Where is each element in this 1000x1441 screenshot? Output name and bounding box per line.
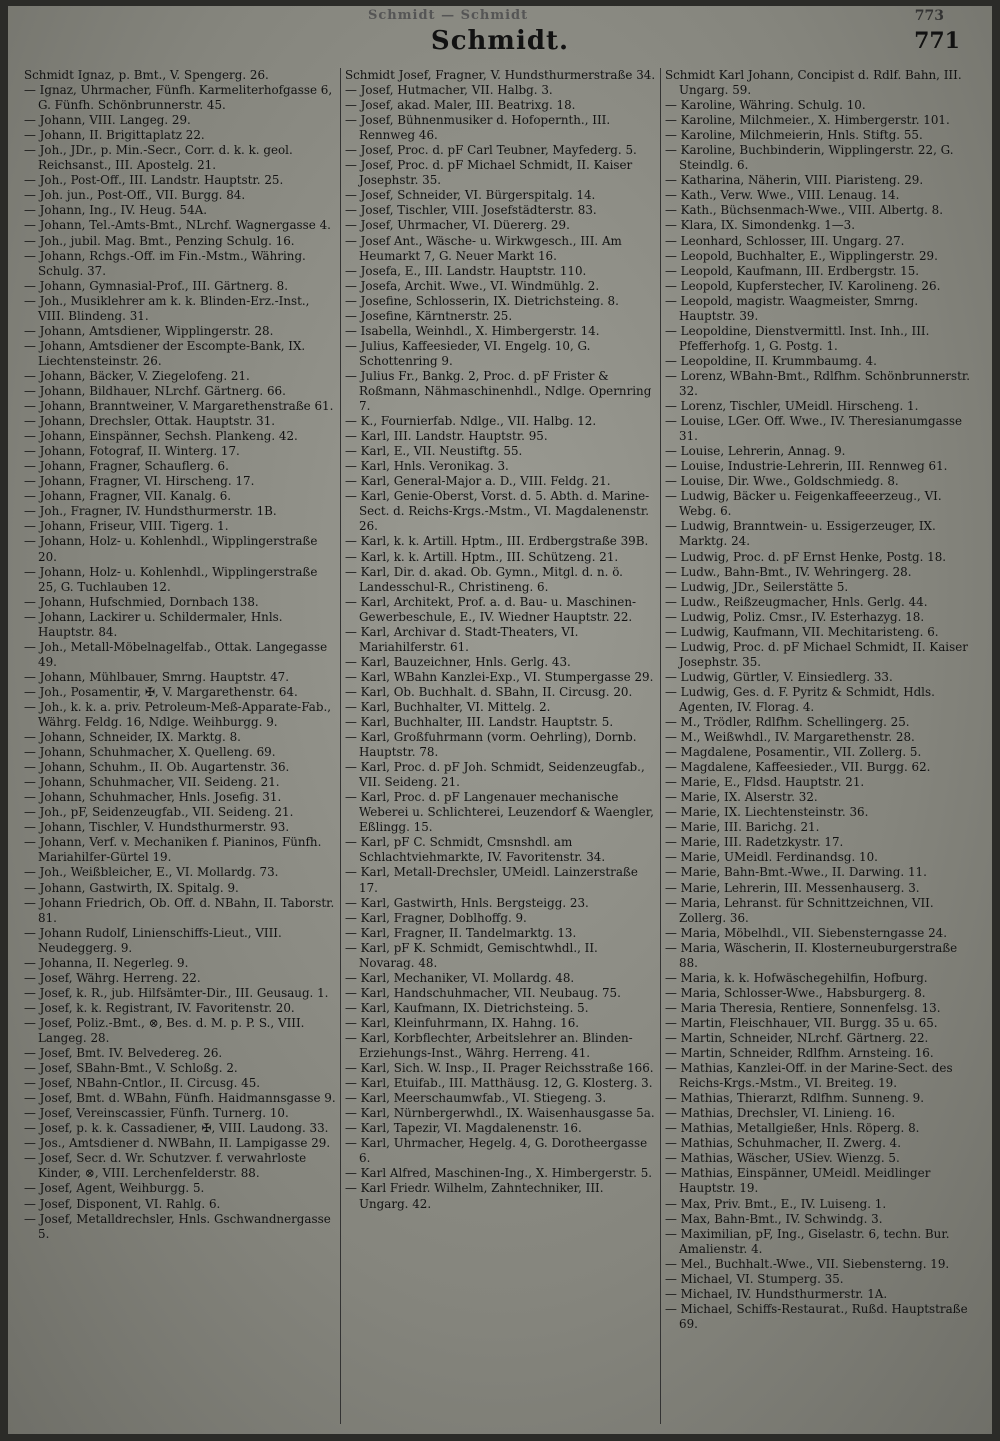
directory-entry: — Lorenz, WBahn-Bmt., Rdlfhm. Schönbrunnerstr. 32. bbox=[665, 368, 971, 398]
directory-entry: — Josef, Proc. d. pF Michael Schmidt, II. Kaiser Josephstr. 35. bbox=[345, 158, 633, 188]
directory-entry: — Josef, p. k. k. Cassadiener, ✠, VIII. Laudong. 33. bbox=[24, 1121, 329, 1136]
directory-entry: — Josef, akad. Maler, III. Beatrixg. 18. bbox=[345, 98, 576, 113]
directory-entry: — Marie, E., Fldsd. Hauptstr. 21. bbox=[665, 775, 865, 790]
directory-entry: — Maria, Lehranst. für Schnittzeichnen, VII. Zollerg. 36. bbox=[665, 895, 934, 925]
column-2 bbox=[340, 68, 660, 1424]
directory-entry: — Johann, Verf. v. Mechaniken f. Pianinos, Fünfh. Mariahilfer-Gürtel 19. bbox=[24, 835, 322, 865]
directory-entry: — Karl, Fragner, Doblhoffg. 9. bbox=[345, 910, 527, 925]
directory-entry: — Johann, Gymnasial-Prof., III. Gärtnerg. 8. bbox=[24, 278, 289, 293]
directory-entry: — Marie, IX. Alserstr. 32. bbox=[665, 790, 818, 805]
directory-entry: — Josef, Disponent, VI. Rahlg. 6. bbox=[24, 1196, 221, 1211]
directory-entry: — Karl, Uhrmacher, Hegelg. 4, G. Dorotheergasse 6. bbox=[345, 1136, 648, 1166]
directory-entry: — Karl, Großfuhrmann (vorm. Oehrling), Dornb. Hauptstr. 78. bbox=[345, 730, 637, 760]
directory-entry: Schmidt Josef, Fragner, V. Hundsthurmerstraße 34. bbox=[345, 68, 656, 82]
directory-entry: — Karl, Archivar d. Stadt-Theaters, VI. Mariahilferstr. 61. bbox=[345, 624, 579, 654]
directory-entry: — Josef, Uhrmacher, VI. Düererg. 29. bbox=[345, 218, 570, 233]
directory-entry: — Michael, Schiffs-Restaurat., Rußd. Hauptstraße 69. bbox=[665, 1301, 968, 1331]
directory-entry: — K., Fournierfab. Ndlge., VII. Halbg. 12. bbox=[345, 414, 597, 429]
directory-entry: — Leopold, Kaufmann, III. Erdbergstr. 15. bbox=[665, 263, 920, 278]
directory-entry: — Johann, Holz- u. Kohlenhdl., Wipplingerstraße 25, G. Tuchlauben 12. bbox=[24, 564, 318, 594]
directory-entry: — Kath., Büchsenmach-Wwe., VIII. Albertg. 8. bbox=[665, 203, 944, 218]
directory-entry: — Johann, Fragner, Schauflerg. 6. bbox=[24, 459, 229, 474]
directory-entry: — Johann, Tel.-Amts-Bmt., NLrchf. Wagnergasse 4. bbox=[24, 218, 331, 233]
directory-entry: — Maria, Wäscherin, II. Klosterneuburgerstraße 88. bbox=[665, 940, 958, 970]
directory-entry: — Johann, Hufschmied, Dornbach 138. bbox=[24, 594, 259, 609]
directory-entry: — Michael, VI. Stumperg. 35. bbox=[665, 1271, 844, 1286]
directory-entry: — Karl, Mechaniker, VI. Mollardg. 48. bbox=[345, 970, 575, 985]
directory-entry: — Ludwig, Proc. d. pF Michael Schmidt, II. Kaiser Josephstr. 35. bbox=[665, 639, 968, 669]
directory-entry: — Johann, Tischler, V. Hundsthurmerstr. 93. bbox=[24, 820, 290, 835]
directory-entry: — Josefa, E., III. Landstr. Hauptstr. 110. bbox=[345, 263, 587, 278]
directory-entry: — Karl, Korbflechter, Arbeitslehrer an. Blinden-Erziehungs-Inst., Währg. Herreng. 41. bbox=[345, 1031, 633, 1061]
directory-entry: — Ludwig, Proc. d. pF Ernst Henke, Postg. 18. bbox=[665, 549, 947, 564]
directory-entry: — Ludwig, Kaufmann, VII. Mechitaristeng. 6. bbox=[665, 624, 939, 639]
directory-entry: — Karl, Gastwirth, Hnls. Bergsteigg. 23. bbox=[345, 895, 589, 910]
directory-entry: — Karoline, Währing. Schulg. 10. bbox=[665, 98, 866, 113]
directory-entry: — Joh., Weißbleicher, E., VI. Mollardg. 73. bbox=[24, 865, 279, 880]
directory-entry: — Josef, Metalldrechsler, Hnls. Gschwandnergasse 5. bbox=[24, 1211, 331, 1241]
directory-entry: — Maria Theresia, Rentiere, Sonnenfelsg. 13. bbox=[665, 1000, 941, 1015]
directory-entry: — Karl, Ob. Buchhalt. d. SBahn, II. Circusg. 20. bbox=[345, 684, 633, 699]
directory-entry: — Leopold, Buchhalter, E., Wipplingerstr. 29. bbox=[665, 248, 938, 263]
directory-entry: — Josef, k. k. Registrant, IV. Favoritenstr. 20. bbox=[24, 1000, 295, 1015]
directory-entry: — M., Trödler, Rdlfhm. Schellingerg. 25. bbox=[665, 715, 910, 730]
directory-entry: — Leopoldine, Dienstvermittl. Inst. Inh., III. Pfefferhofg. 1, G. Postg. 1. bbox=[665, 323, 930, 353]
directory-entry: — Josef, SBahn-Bmt., V. Schloßg. 2. bbox=[24, 1061, 238, 1076]
directory-entry: — Josef Ant., Wäsche- u. Wirkwgesch., III. Am Heumarkt 7, G. Neuer Markt 16. bbox=[345, 233, 622, 263]
directory-entry: — Karl, Sich. W. Insp., II. Prager Reichsstraße 166. bbox=[345, 1061, 654, 1076]
directory-entry: — Johann, Fragner, VII. Kanalg. 6. bbox=[24, 489, 232, 504]
directory-entry: — Josef, Bmt. d. WBahn, Fünfh. Haidmannsgasse 9. bbox=[24, 1091, 336, 1106]
directory-entry: — Karl, Bauzeichner, Hnls. Gerlg. 43. bbox=[345, 654, 571, 669]
directory-entry: — Karoline, Milchmeier., X. Himbergerstr. 101. bbox=[665, 113, 950, 128]
directory-entry: — Katharina, Näherin, VIII. Piaristeng. 29. bbox=[665, 173, 924, 188]
directory-entry: — Karl, Tapezir, VI. Magdalenenstr. 16. bbox=[345, 1121, 582, 1136]
directory-entry: — Mel., Buchhalt.-Wwe., VII. Siebensterng. 19. bbox=[665, 1256, 950, 1271]
page-number-bleed: 773 bbox=[914, 8, 944, 24]
directory-entry: — Mathias, Drechsler, VI. Linieng. 16. bbox=[665, 1106, 896, 1121]
directory-entry: — Marie, III. Radetzkystr. 17. bbox=[665, 835, 844, 850]
directory-entry: — Max, Priv. Bmt., E., IV. Luiseng. 1. bbox=[665, 1196, 887, 1211]
directory-entry: — Karl, Fragner, II. Tandelmarktg. 13. bbox=[345, 925, 577, 940]
directory-entry: — Karl, pF C. Schmidt, Cmsnshdl. am Schlachtviehmarkte, IV. Favoritenstr. 34. bbox=[345, 835, 606, 865]
directory-entry: — Johann Friedrich, Ob. Off. d. NBahn, II. Taborstr. 81. bbox=[24, 895, 335, 925]
directory-entry: — Klara, IX. Simondenkg. 1—3. bbox=[665, 218, 856, 233]
directory-entry: — Karl, Hnls. Veronikag. 3. bbox=[345, 459, 509, 474]
directory-entry: — Ignaz, Uhrmacher, Fünfh. Karmeliterhofgasse 6, G. Fünfh. Schönbrunnerstr. 45. bbox=[24, 83, 333, 113]
directory-entry: — Josef, Bmt. IV. Belvedereg. 26. bbox=[24, 1046, 223, 1061]
directory-entry: — Karoline, Buchbinderin, Wipplingerstr. 22, G. Steindlg. 6. bbox=[665, 143, 954, 173]
directory-entry: — Joh., Musiklehrer am k. k. Blinden-Erz.-Inst., VIII. Blindeng. 31. bbox=[24, 293, 310, 323]
directory-entry: — Johann, Branntweiner, V. Margarethenstraße 61. bbox=[24, 399, 334, 414]
directory-entry: — Karl, Kleinfuhrmann, IX. Hahng. 16. bbox=[345, 1015, 580, 1030]
directory-entry: — Joh., JDr., p. Min.-Secr., Corr. d. k. k. geol. Reichsanst., III. Apostelg. 21. bbox=[24, 143, 293, 173]
directory-entry: — Joh., Posamentir, ✠, V. Margarethenstr. 64. bbox=[24, 684, 298, 699]
directory-entry: — Johann, Schuhmacher, Hnls. Josefig. 31. bbox=[24, 790, 282, 805]
directory-entry: — Karl, Handschuhmacher, VII. Neubaug. 75. bbox=[345, 985, 621, 1000]
directory-entry: — Josef, Bühnenmusiker d. Hofopernth., III. Rennweg 46. bbox=[345, 113, 611, 143]
directory-entry: — Mathias, Wäscher, USiev. Wienzg. 5. bbox=[665, 1151, 900, 1166]
directory-entry: — Johann, Ing., IV. Heug. 54A. bbox=[24, 203, 208, 218]
directory-entry: — Louise, LGer. Off. Wwe., IV. Theresianumgasse 31. bbox=[665, 414, 962, 444]
directory-page bbox=[8, 6, 992, 1434]
directory-entry: — Karl, pF K. Schmidt, Gemischtwhdl., II. Novarag. 48. bbox=[345, 940, 598, 970]
directory-entry: — Karl, Buchhalter, VI. Mittelg. 2. bbox=[345, 699, 551, 714]
directory-entry: — Karl, k. k. Artill. Hptm., III. Schützeng. 21. bbox=[345, 549, 619, 564]
directory-entry: — Kath., Verw. Wwe., VIII. Lenaug. 14. bbox=[665, 188, 900, 203]
running-head: Schmidt — Schmidt bbox=[368, 8, 529, 23]
directory-entry: — Johanna, II. Negerleg. 9. bbox=[24, 955, 189, 970]
directory-entry: — Karl, Proc. d. pF Joh. Schmidt, Seidenzeugfab., VII. Seideng. 21. bbox=[345, 760, 645, 790]
directory-entry: — Martin, Schneider, Rdlfhm. Arnsteing. 16. bbox=[665, 1046, 934, 1061]
directory-entry: — Leopold, magistr. Waagmeister, Smrng. Hauptstr. 39. bbox=[665, 293, 919, 323]
directory-entry: — Joh., pF, Seidenzeugfab., VII. Seideng. 21. bbox=[24, 805, 294, 820]
directory-entry: — Max, Bahn-Bmt., IV. Schwindg. 3. bbox=[665, 1211, 883, 1226]
directory-entry: — Karl Friedr. Wilhelm, Zahntechniker, III. Ungarg. 42. bbox=[345, 1181, 604, 1211]
directory-entry: — Josef, Poliz.-Bmt., ⊗, Bes. d. M. p. P. S., VIII. Langeg. 28. bbox=[24, 1015, 305, 1045]
directory-entry: — Johann, Bildhauer, NLrchf. Gärtnerg. 66. bbox=[24, 383, 286, 398]
directory-entry: — Karl, Nürnbergerwhdl., IX. Waisenhausgasse 5a. bbox=[345, 1106, 655, 1121]
directory-entry: — Joh., Fragner, IV. Hundsthurmerstr. 1B. bbox=[24, 504, 277, 519]
directory-entry: — Mathias, Schuhmacher, II. Zwerg. 4. bbox=[665, 1136, 901, 1151]
directory-entry: — Karl, E., VII. Neustiftg. 55. bbox=[345, 444, 523, 459]
directory-entry: — Maria, Schlosser-Wwe., Habsburgerg. 8. bbox=[665, 985, 926, 1000]
directory-entry: Schmidt Ignaz, p. Bmt., V. Spengerg. 26. bbox=[24, 68, 269, 82]
directory-entry: — Johann, Amtsdiener der Escompte-Bank, IX. Liechtensteinstr. 26. bbox=[24, 338, 306, 368]
column-3 bbox=[660, 68, 980, 1424]
directory-entry: — Lorenz, Tischler, UMeidl. Hirscheng. 1. bbox=[665, 399, 919, 414]
directory-entry: — Joh., Post-Off., III. Landstr. Hauptstr. 25. bbox=[24, 173, 284, 188]
directory-entry: — Karl, WBahn Kanzlei-Exp., VI. Stumpergasse 29. bbox=[345, 669, 654, 684]
directory-entry: — Karl Alfred, Maschinen-Ing., X. Himbergerstr. 5. bbox=[345, 1166, 653, 1181]
directory-entry: — Johann, II. Brigittaplatz 22. bbox=[24, 128, 205, 143]
directory-entry: — Johann, VIII. Langeg. 29. bbox=[24, 113, 191, 128]
directory-entry: — M., Weißwhdl., IV. Margarethenstr. 28. bbox=[665, 730, 915, 745]
directory-entry: — Karl, III. Landstr. Hauptstr. 95. bbox=[345, 429, 548, 444]
directory-entry: — Karl, Etuifab., III. Matthäusg. 12, G. Klosterg. 3. bbox=[345, 1076, 653, 1091]
directory-entry: — Ludwig, Ges. d. F. Pyritz & Schmidt, Hdls. Agenten, IV. Florag. 4. bbox=[665, 684, 935, 714]
directory-entry: — Karl, Dir. d. akad. Ob. Gymn., Mitgl. d. n. ö. Landesschul-R., Christineng. 6. bbox=[345, 564, 623, 594]
directory-entry: — Josef, Agent, Weihburgg. 5. bbox=[24, 1181, 205, 1196]
directory-entry: — Josef, NBahn-Cntlor., II. Circusg. 45. bbox=[24, 1076, 261, 1091]
directory-entry: — Ludwig, Poliz. Cmsr., IV. Esterhazyg. 18. bbox=[665, 609, 925, 624]
directory-entry: — Karl, Architekt, Prof. a. d. Bau- u. Maschinen-Gewerbeschule, E., IV. Wiedner Hauptstr. 22. bbox=[345, 594, 636, 624]
directory-entry: — Karoline, Milchmeierin, Hnls. Stiftg. 55. bbox=[665, 128, 923, 143]
directory-entry: — Mathias, Kanzlei-Off. in der Marine-Sect. des Reichs-Krgs.-Mstm., VI. Breiteg. 19. bbox=[665, 1061, 953, 1091]
directory-entry: — Karl, Buchhalter, III. Landstr. Hauptstr. 5. bbox=[345, 715, 614, 730]
directory-entry: — Marie, III. Barichg. 21. bbox=[665, 820, 820, 835]
directory-entry: — Joh., Metall-Möbelnagelfab., Ottak. Langegasse 49. bbox=[24, 639, 328, 669]
directory-entry: — Ludw., Bahn-Bmt., IV. Wehringerg. 28. bbox=[665, 564, 912, 579]
directory-entry: — Karl, General-Major a. D., VIII. Feldg. 21. bbox=[345, 474, 611, 489]
directory-entry: — Karl, Kaufmann, IX. Dietrichsteing. 5. bbox=[345, 1000, 589, 1015]
directory-entry: — Johann, Schneider, IX. Marktg. 8. bbox=[24, 730, 241, 745]
directory-entry: — Martin, Schneider, NLrchf. Gärtnerg. 22. bbox=[665, 1031, 929, 1045]
directory-entry: — Magdalene, Posamentir., VII. Zollerg. 5. bbox=[665, 745, 922, 760]
directory-entry: — Johann, Lackirer u. Schildermaler, Hnls. Hauptstr. 84. bbox=[24, 609, 283, 639]
directory-entry: — Louise, Dir. Wwe., Goldschmiedg. 8. bbox=[665, 474, 899, 489]
directory-entry: — Marie, Lehrerin, III. Messenhauserg. 3. bbox=[665, 880, 920, 895]
directory-entry: — Isabella, Weinhdl., X. Himbergerstr. 14. bbox=[345, 323, 600, 338]
directory-entry: — Ludwig, Bäcker u. Feigenkaffeeerzeug., VI. Webg. 6. bbox=[665, 489, 942, 519]
directory-entry: — Mathias, Einspänner, UMeidl. Meidlinger Hauptstr. 19. bbox=[665, 1166, 931, 1196]
directory-entry: — Josef, Schneider, VI. Bürgerspitalg. 14. bbox=[345, 188, 596, 203]
directory-entry: — Mathias, Thierarzt, Rdlfhm. Sunneng. 9. bbox=[665, 1091, 925, 1106]
directory-entry: — Josef, Secr. d. Wr. Schutzver. f. verwahrloste Kinder, ⊗, VIII. Lerchenfelderstr. 88. bbox=[24, 1151, 307, 1181]
directory-entry: — Marie, IX. Liechtensteinstr. 36. bbox=[665, 805, 869, 820]
directory-entry: — Karl, Metall-Drechsler, UMeidl. Lainzerstraße 17. bbox=[345, 865, 638, 895]
directory-entry: — Johann, Mühlbauer, Smrng. Hauptstr. 47. bbox=[24, 669, 290, 684]
directory-entry: — Johann, Friseur, VIII. Tigerg. 1. bbox=[24, 519, 229, 534]
directory-entry: — Magdalene, Kaffeesieder., VII. Burgg. 62. bbox=[665, 760, 931, 775]
directory-entry: — Johann, Holz- u. Kohlenhdl., Wipplingerstraße 20. bbox=[24, 534, 318, 564]
directory-entry: — Johann, Fragner, VI. Hirscheng. 17. bbox=[24, 474, 255, 489]
directory-entry: — Joh., k. k. a. priv. Petroleum-Meß-Apparate-Fab., Währg. Feldg. 16, Ndlge. Weihburgg. 9. bbox=[24, 699, 332, 730]
directory-entry: — Johann, Gastwirth, IX. Spitalg. 9. bbox=[24, 880, 239, 895]
directory-entry: — Johann, Schuhm., II. Ob. Augartenstr. 36. bbox=[24, 760, 290, 775]
directory-entry: — Leopoldine, II. Krummbaumg. 4. bbox=[665, 353, 877, 368]
directory-entry: — Johann, Einspänner, Sechsh. Plankeng. 42. bbox=[24, 429, 298, 444]
directory-entry: — Johann, Rchgs.-Off. im Fin.-Mstm., Währing. Schulg. 37. bbox=[24, 248, 306, 278]
directory-entry: — Michael, IV. Hundsthurmerstr. 1A. bbox=[665, 1286, 888, 1301]
directory-entry: — Josef, Proc. d. pF Carl Teubner, Mayfederg. 5. bbox=[345, 143, 637, 158]
directory-entry: — Ludwig, Branntwein- u. Essigerzeuger, IX. Marktg. 24. bbox=[665, 519, 936, 549]
page-number: 771 bbox=[914, 28, 960, 54]
directory-entry: — Louise, Industrie-Lehrerin, III. Rennweg 61. bbox=[665, 459, 948, 474]
directory-entry: — Josef, Währg. Herreng. 22. bbox=[24, 970, 201, 985]
directory-entry: — Jos., Amtsdiener d. NWBahn, II. Lampigasse 29. bbox=[24, 1136, 331, 1151]
page-title: Schmidt. bbox=[430, 26, 570, 56]
directory-entry: — Josef, Tischler, VIII. Josefstädterstr. 83. bbox=[345, 203, 597, 218]
directory-entry: — Johann, Schuhmacher, X. Quelleng. 69. bbox=[24, 745, 276, 760]
directory-entry: — Ludw., Reißzeugmacher, Hnls. Gerlg. 44. bbox=[665, 594, 928, 609]
directory-entry: — Joh., jubil. Mag. Bmt., Penzing Schulg. 16. bbox=[24, 233, 295, 248]
directory-columns bbox=[20, 68, 980, 1424]
directory-entry: — Ludwig, Gürtler, V. Einsiedlerg. 33. bbox=[665, 669, 893, 684]
directory-entry: — Ludwig, JDr., Seilerstätte 5. bbox=[665, 579, 849, 594]
directory-entry: — Josefine, Schlosserin, IX. Dietrichsteing. 8. bbox=[345, 293, 619, 308]
directory-entry: — Julius, Kaffeesieder, VI. Engelg. 10, G. Schottenring 9. bbox=[345, 338, 591, 368]
directory-entry: — Josef, Vereinscassier, Fünfh. Turnerg. 10. bbox=[24, 1106, 289, 1121]
directory-entry: — Johann, Fotograf, II. Winterg. 17. bbox=[24, 444, 240, 459]
directory-entry: — Johann, Amtsdiener, Wipplingerstr. 28. bbox=[24, 323, 274, 338]
directory-entry: — Mathias, Metallgießer, Hnls. Röperg. 8. bbox=[665, 1121, 920, 1136]
directory-entry: — Johann, Bäcker, V. Ziegelofeng. 21. bbox=[24, 368, 250, 383]
page-header-bleed bbox=[8, 6, 992, 24]
directory-entry: — Johann Rudolf, Linienschiffs-Lieut., VIII. Neudeggerg. 9. bbox=[24, 925, 282, 955]
directory-entry: — Marie, UMeidl. Ferdinandsg. 10. bbox=[665, 850, 878, 865]
directory-entry: — Josefa, Archit. Wwe., VI. Windmühlg. 2. bbox=[345, 278, 600, 293]
directory-entry: — Karl, Meerschaumwfab., VI. Stiegeng. 3. bbox=[345, 1091, 607, 1106]
directory-entry: — Louise, Lehrerin, Annag. 9. bbox=[665, 444, 846, 459]
directory-entry: — Johann, Schuhmacher, VII. Seideng. 21. bbox=[24, 775, 280, 790]
directory-entry: — Marie, Bahn-Bmt.-Wwe., II. Darwing. 11. bbox=[665, 865, 927, 880]
directory-entry: — Leopold, Kupferstecher, IV. Karolineng. 26. bbox=[665, 278, 941, 293]
directory-entry: — Josef, Hutmacher, VII. Halbg. 3. bbox=[345, 83, 553, 98]
directory-entry: — Josefine, Kärntnerstr. 25. bbox=[345, 308, 513, 323]
directory-entry: — Karl, Genie-Oberst, Vorst. d. 5. Abth. d. Marine-Sect. d. Reichs-Krgs.-Mstm., VI. Magdalenenstr. 26. bbox=[345, 489, 650, 534]
directory-entry: — Karl, k. k. Artill. Hptm., III. Erdbergstraße 39B. bbox=[345, 534, 649, 549]
directory-entry: — Leonhard, Schlosser, III. Ungarg. 27. bbox=[665, 233, 905, 248]
directory-entry: — Johann, Drechsler, Ottak. Hauptstr. 31. bbox=[24, 414, 276, 429]
directory-entry: — Maximilian, pF, Ing., Giselastr. 6, techn. Bur. Amalienstr. 4. bbox=[665, 1226, 950, 1256]
directory-entry: — Josef, k. R., jub. Hilfsämter-Dir., III. Geusaug. 1. bbox=[24, 985, 329, 1000]
column-1 bbox=[20, 68, 340, 1424]
directory-entry: — Martin, Fleischhauer, VII. Burgg. 35 u. 65. bbox=[665, 1015, 938, 1030]
directory-entry: — Maria, Möbelhdl., VII. Siebensterngasse 24. bbox=[665, 925, 947, 940]
directory-entry: — Karl, Proc. d. pF Langenauer mechanische Weberei u. Schlichterei, Leuzendorf & Waengler, Eßlingg. 15. bbox=[345, 790, 654, 835]
directory-entry: — Julius Fr., Bankg. 2, Proc. d. pF Frister & Roßmann, Nähmaschinenhdl., Ndlge. Opernring 7. bbox=[345, 368, 652, 414]
directory-entry: — Joh. jun., Post-Off., VII. Burgg. 84. bbox=[24, 188, 246, 203]
directory-entry: — Maria, k. k. Hofwäschegehilfin, Hofburg. bbox=[665, 970, 928, 985]
directory-entry: Schmidt Karl Johann, Concipist d. Rdlf. Bahn, III. Ungarg. 59. bbox=[665, 68, 962, 98]
